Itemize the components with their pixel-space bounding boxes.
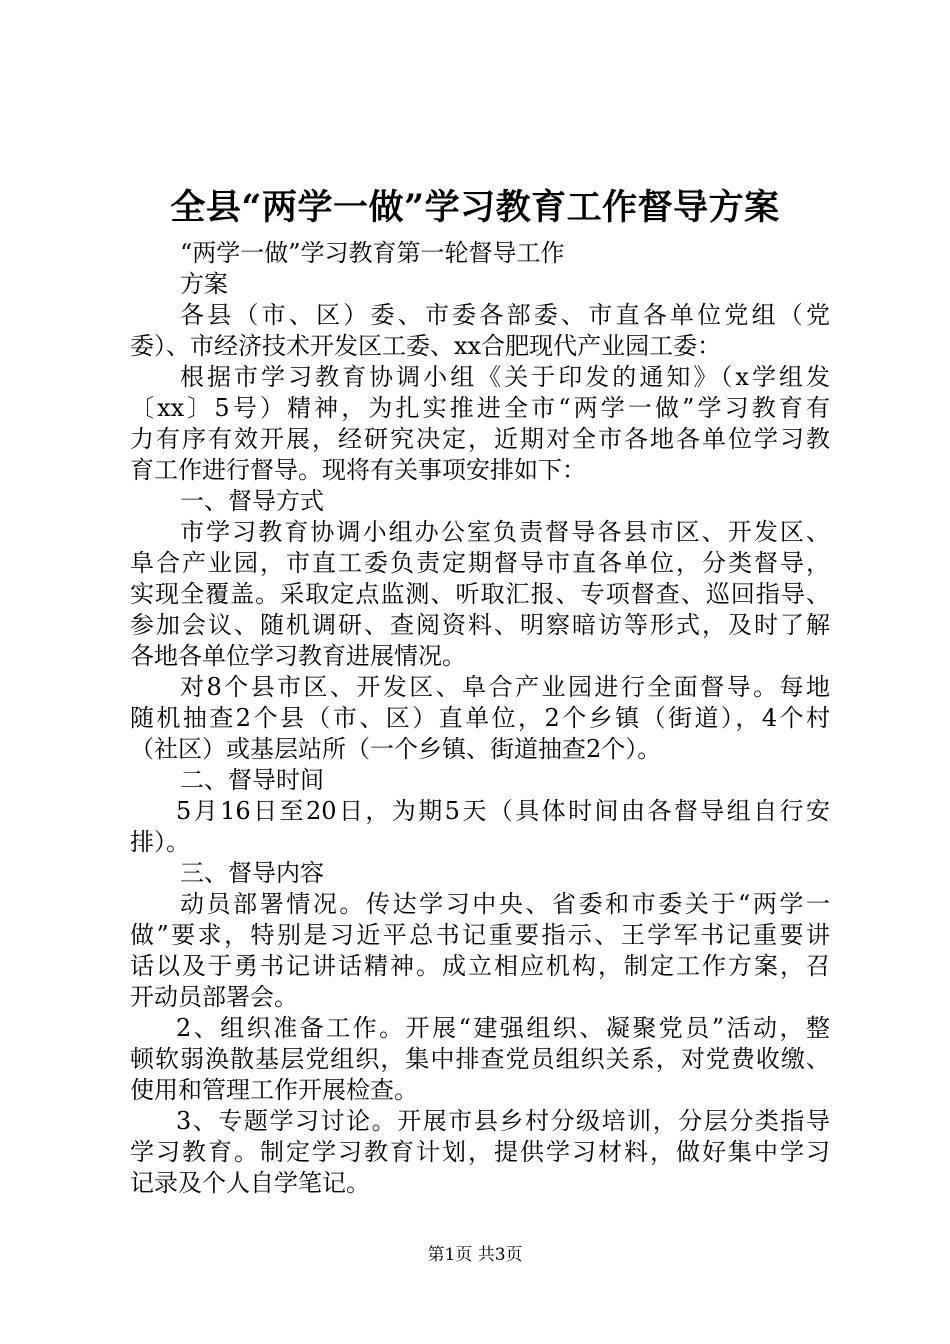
paragraph-line: 做”要求，特别是习近平总书记重要指示、王学军书记重要讲 <box>130 921 830 949</box>
paragraph-line: 排）。 <box>130 828 190 856</box>
section-heading: 一、督导方式 <box>180 487 324 515</box>
paragraph-line: 随机抽查2个县（市、区）直单位，2个乡镇（街道），4个村 <box>130 704 830 732</box>
page-number: 第1页 共3页 <box>427 1245 523 1265</box>
paragraph-line: 学习教育。制定学习教育计划，提供学习材料，做好集中学习 <box>130 1138 830 1166</box>
section-heading: 二、督导时间 <box>180 766 324 794</box>
paragraph-line: 阜合产业园，市直工委负责定期督导市直各单位，分类督导， <box>130 549 830 577</box>
paragraph-line: 力有序有效开展，经研究决定，近期对全市各地各单位学习教 <box>130 425 830 453</box>
paragraph-line: 开动员部署会。 <box>130 983 298 1011</box>
paragraph-line: 记录及个人自学笔记。 <box>130 1169 370 1197</box>
paragraph-line: 话以及于勇书记讲话精神。成立相应机构，制定工作方案，召 <box>130 952 830 980</box>
paragraph-line: 3、专题学习讨论。开展市县乡村分级培训，分层分类指导 <box>176 1107 830 1135</box>
paragraph-line: 委）、市经济技术开发区工委、xx合肥现代产业园工委： <box>130 332 722 360</box>
paragraph-line: 实现全覆盖。采取定点监测、听取汇报、专项督查、巡回指导、 <box>130 580 830 608</box>
paragraph-line: （社区）或基层站所（一个乡镇、街道抽查2个）。 <box>130 735 662 763</box>
paragraph-line: 顿软弱涣散基层党组织，集中排查党员组织关系，对党费收缴、 <box>130 1045 830 1073</box>
paragraph-line: 对8个县市区、开发区、阜合产业园进行全面督导。每地 <box>180 673 830 701</box>
paragraph-line: 各县（市、区）委、市委各部委、市直各单位党组（党 <box>180 301 830 329</box>
section-heading: 三、督导内容 <box>180 859 324 887</box>
paragraph-line: 各地各单位学习教育进展情况。 <box>130 642 466 670</box>
paragraph-line: 育工作进行督导。现将有关事项安排如下： <box>130 456 586 484</box>
document-title: 全县“两学一做”学习教育工作督导方案 <box>170 187 780 228</box>
paragraph-line: 〔xx〕5号）精神，为扎实推进全市“两学一做”学习教育有 <box>130 394 830 422</box>
paragraph-line: 市学习教育协调小组办公室负责督导各县市区、开发区、 <box>180 518 830 546</box>
subtitle-line-2: 方案 <box>180 270 228 298</box>
document-body <box>130 238 830 1199</box>
subtitle-line-1: “两学一做”学习教育第一轮督导工作 <box>180 239 565 267</box>
paragraph-line: 使用和管理工作开展检查。 <box>130 1076 418 1104</box>
paragraph-line: 根据市学习教育协调小组《关于印发的通知》（x学组发 <box>180 363 830 391</box>
paragraph-line: 动员部署情况。传达学习中央、省委和市委关于“两学一 <box>180 890 830 918</box>
paragraph-line: 2、组织准备工作。开展“建强组织、凝聚党员”活动，整 <box>176 1014 830 1042</box>
paragraph-line: 5月16日至20日，为期5天（具体时间由各督导组自行安 <box>176 797 830 825</box>
paragraph-line: 参加会议、随机调研、查阅资料、明察暗访等形式，及时了解 <box>130 611 830 639</box>
